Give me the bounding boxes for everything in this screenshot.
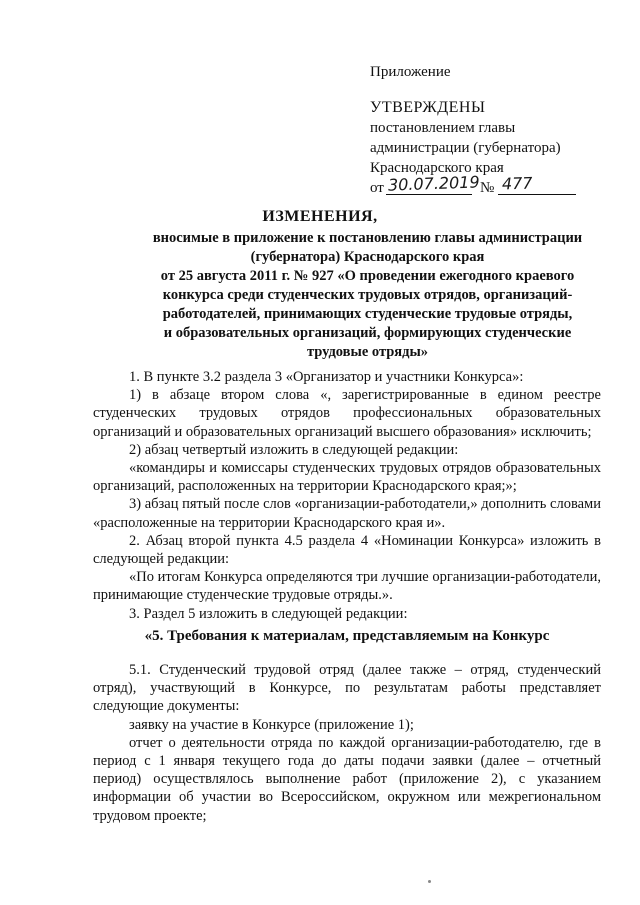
number-sign: № [480, 180, 495, 196]
approval-line-1: постановлением главы [370, 120, 516, 136]
document-body [93, 368, 601, 825]
subtitle-line: от 25 августа 2011 г. № 927 «О проведении ежегодного краевого [160, 268, 575, 284]
date-prefix: от [370, 180, 384, 196]
paragraph: 2) абзац четвертый изложить в следующей редакции: [129, 441, 459, 458]
paragraph: 1) в абзаце втором слова «, зарегистрированные в едином реестре студенческих трудовых отрядов профессиональных образовательных организаций и образовательных организаций высшего образования» исключить; [93, 387, 601, 440]
scan-speck [428, 880, 431, 883]
date-number-line [370, 172, 620, 200]
paragraph: «командиры и комиссары студенческих трудовых отрядов образовательных организаций, расположенных на территории Краснодарского края;»; [93, 460, 601, 495]
document-title: ИЗМЕНЕНИЯ, [262, 208, 378, 225]
paragraph: 3) абзац пятый после слов «организации-работодатели,» дополнить словами «расположенные на территории Краснодарского края и». [93, 496, 601, 531]
subtitle-line: трудовые отряды» [306, 344, 429, 360]
approval-block [370, 62, 620, 200]
appendix-label: Приложение [370, 64, 451, 80]
approval-line-3: Краснодарского края [370, 160, 504, 176]
subtitle-line: работодателей, принимающих студенческие трудовые отряды, [162, 306, 573, 322]
paragraph: заявку на участие в Конкурсе (приложение 1); [129, 716, 414, 733]
paragraph: «По итогам Конкурса определяются три лучшие организации-работодатели, принимающие студенческие трудовые отряды.». [93, 569, 601, 604]
section-heading: «5. Требования к материалам, представляемым на Конкурс [144, 627, 550, 644]
paragraph: 2. Абзац второй пункта 4.5 раздела 4 «Номинации Конкурса» изложить в следующей редакции: [93, 532, 601, 568]
subtitle-line: конкурса среди студенческих трудовых отрядов, организаций- [162, 287, 573, 303]
subtitle-line: вносимые в приложение к постановлению главы администрации [152, 230, 583, 246]
approval-line-2: администрации (губернатора) [370, 140, 561, 156]
paragraph: 3. Раздел 5 изложить в следующей редакции: [129, 605, 408, 622]
document-subtitle [135, 229, 600, 362]
approved-label: УТВЕРЖДЕНЫ [370, 99, 486, 116]
handwritten-number: 477 [501, 173, 533, 194]
handwritten-date: 30.07.2019 [387, 172, 480, 195]
paragraph: отчет о деятельности отряда по каждой организации-работодателю, где в период с 1 января текущего года до даты подачи заявки (далее – отчетный период) осуществлялось выполнение работ (приложение 2), с указанием информации об участии во Всероссийском, окружном или межрегиональном трудовом проекте; [93, 734, 601, 824]
subtitle-line: и образовательных организаций, формирующих студенческие [163, 325, 572, 341]
paragraph: 5.1. Студенческий трудовой отряд (далее также – отряд, студенческий отряд), участвующий в Конкурсе, по результатам работы представляет следующие документы: [93, 662, 601, 715]
paragraph: 1. В пункте 3.2 раздела 3 «Организатор и участники Конкурса»: [129, 369, 524, 385]
subtitle-line: (губернатора) Краснодарского края [250, 249, 485, 265]
